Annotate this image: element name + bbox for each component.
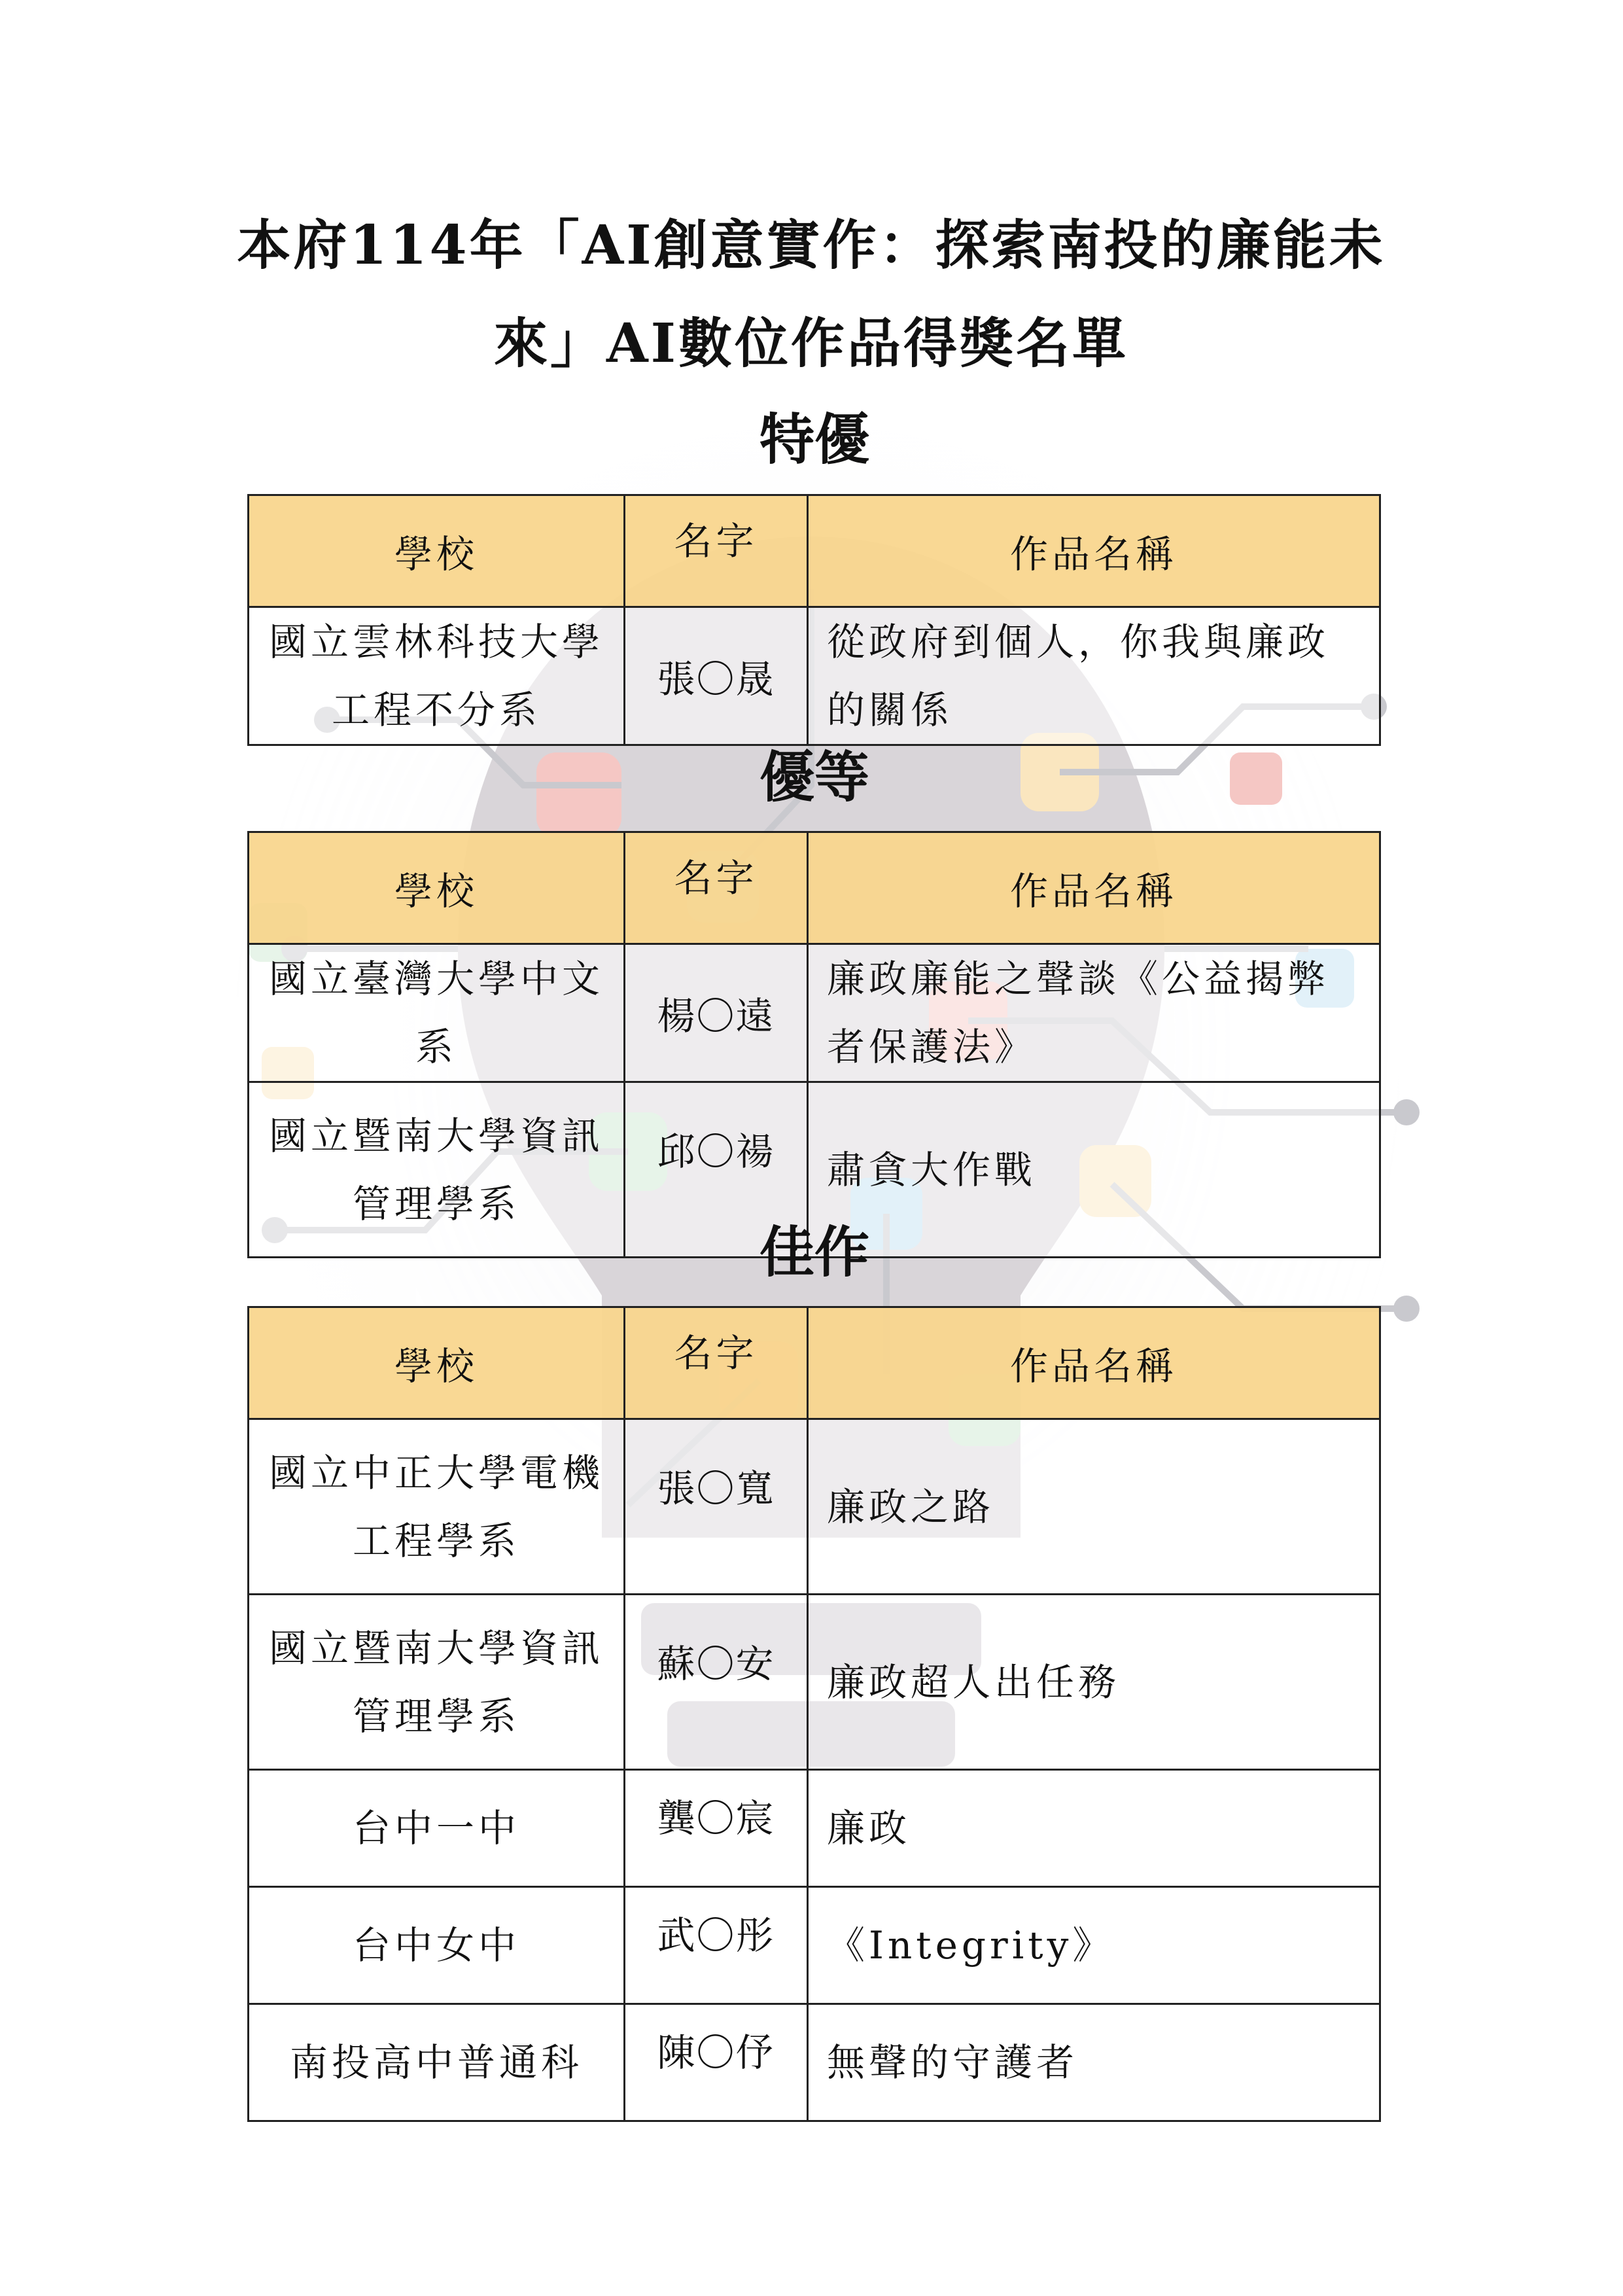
table-row xyxy=(249,1595,1380,1770)
table-row xyxy=(249,607,1380,745)
award-table-special-excellence xyxy=(247,494,1381,746)
table-row xyxy=(249,1770,1380,1887)
header-work: 作品名稱 xyxy=(808,1307,1380,1419)
cell-work: 無聲的守護者 xyxy=(808,2004,1380,2121)
cell-work: 廉政 xyxy=(808,1770,1380,1887)
header-name: 名字 xyxy=(625,832,808,944)
award-table-honorable-mention xyxy=(247,1306,1381,2122)
cell-work: 廉政廉能之聲談《公益揭弊者保護法》 xyxy=(808,944,1380,1082)
section-heading-excellence: 優等 xyxy=(759,745,869,809)
table-row xyxy=(249,944,1380,1082)
cell-name: 邱〇禓 xyxy=(625,1082,808,1258)
cell-school: 台中女中 xyxy=(249,1887,625,2004)
header-school: 學校 xyxy=(249,1307,625,1419)
header-work: 作品名稱 xyxy=(808,495,1380,607)
section-heading-special-excellence: 特優 xyxy=(759,408,869,472)
cell-name: 陳〇伃 xyxy=(625,2004,808,2121)
table-header-row xyxy=(249,832,1380,944)
cell-work: 廉政超人出任務 xyxy=(808,1595,1380,1770)
cell-name: 武〇彤 xyxy=(625,1887,808,2004)
table-row xyxy=(249,2004,1380,2121)
cell-school: 國立暨南大學資訊管理學系 xyxy=(249,1595,625,1770)
table-header-row xyxy=(249,1307,1380,1419)
section-heading-honorable-mention: 佳作 xyxy=(759,1220,869,1284)
table-row xyxy=(249,1419,1380,1595)
header-work: 作品名稱 xyxy=(808,832,1380,944)
table-row xyxy=(249,1887,1380,2004)
document-title-line-2: 來」AI數位作品得獎名單 xyxy=(494,312,1128,375)
cell-name: 張〇晟 xyxy=(625,607,808,745)
cell-school: 台中一中 xyxy=(249,1770,625,1887)
cell-school: 國立雲林科技大學工程不分系 xyxy=(249,607,625,745)
cell-name: 龔〇宸 xyxy=(625,1770,808,1887)
cell-school: 國立中正大學電機工程學系 xyxy=(249,1419,625,1595)
cell-school: 國立臺灣大學中文系 xyxy=(249,944,625,1082)
table-header-row xyxy=(249,495,1380,607)
cell-work: 從政府到個人，你我與廉政的關係 xyxy=(808,607,1380,745)
header-name: 名字 xyxy=(625,1307,808,1419)
cell-work: 廉政之路 xyxy=(808,1419,1380,1595)
header-school: 學校 xyxy=(249,495,625,607)
cell-name: 蘇〇安 xyxy=(625,1595,808,1770)
header-school: 學校 xyxy=(249,832,625,944)
award-table-excellence xyxy=(247,831,1381,1258)
cell-school: 南投高中普通科 xyxy=(249,2004,625,2121)
cell-work: 肅貪大作戰 xyxy=(808,1082,1380,1258)
cell-school: 國立暨南大學資訊管理學系 xyxy=(249,1082,625,1258)
document-title-line-1: 本府114年「AI創意實作：探索南投的廉能未 xyxy=(237,214,1386,277)
cell-name: 楊〇遠 xyxy=(625,944,808,1082)
header-name: 名字 xyxy=(625,495,808,607)
cell-name: 張〇寬 xyxy=(625,1419,808,1595)
cell-work: 《Integrity》 xyxy=(808,1887,1380,2004)
